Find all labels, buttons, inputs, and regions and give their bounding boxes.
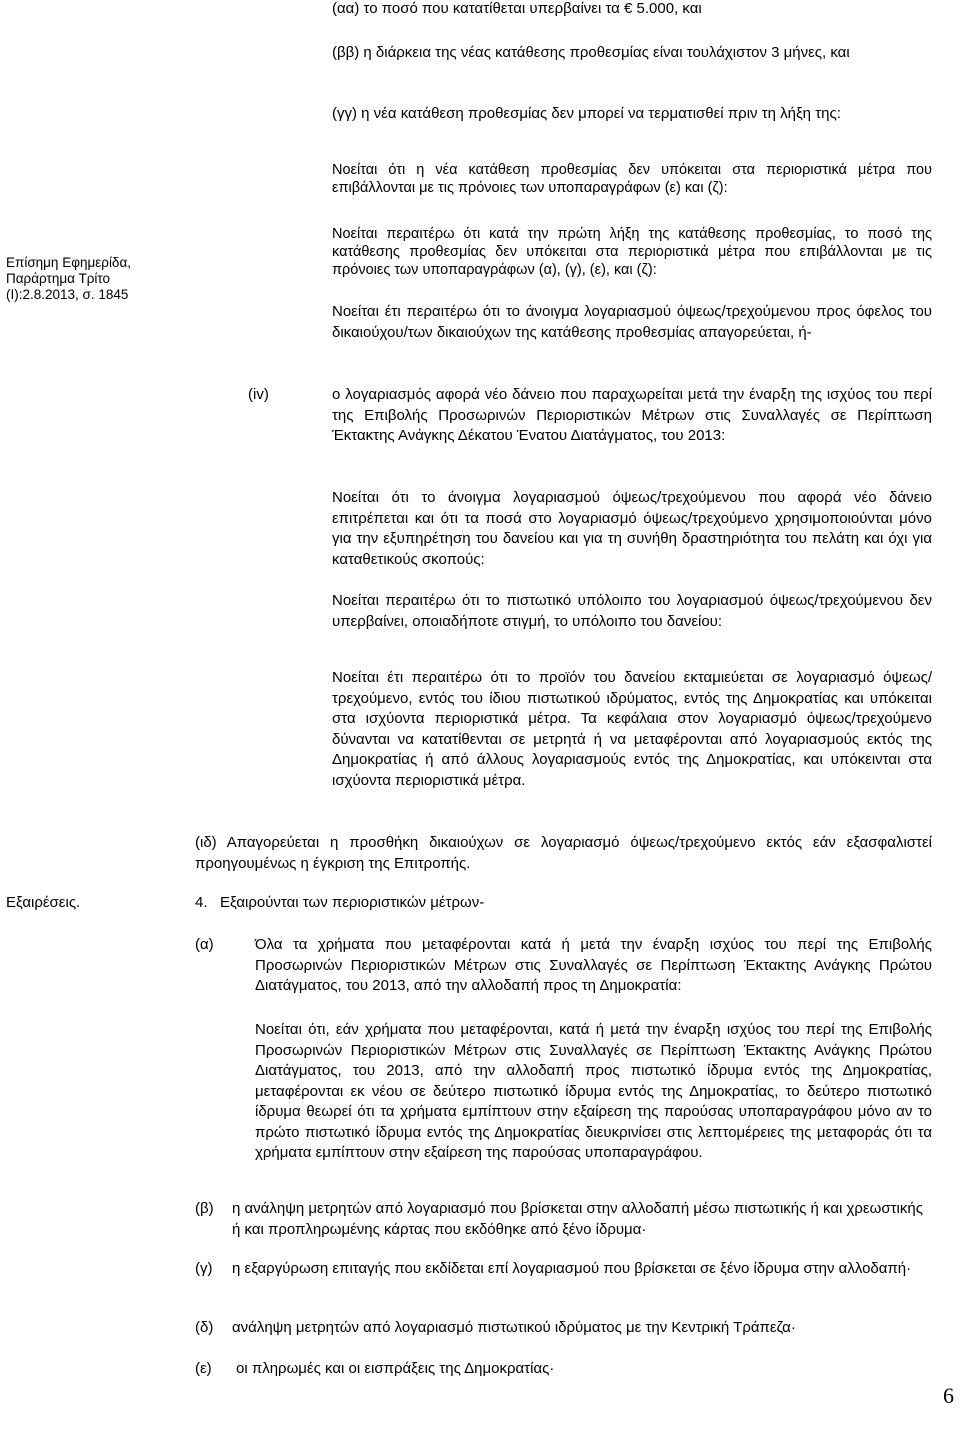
section-4-number: 4. — [195, 894, 208, 911]
item-a-proviso: Νοείται ότι, εάν χρήματα που μεταφέρονται, κατά ή μετά την έναρξη ισχύος του περί της Επιβολής Προσωρινών Περιοριστικών Μέτρων στις Συναλλαγές σε Περίπτωση Έκτακτης Ανάγκης Πρώτου Διατάγματος, του 2013, από την αλλοδαπή προς πιστωτικό ίδρυμα εντός της Δημοκρατίας, μεταφέρονται εκ νέου σε δεύτερο πιστωτικό ίδρυμα εντός της Δημοκρατίας, το δεύτερο πιστωτικό ίδρυμα θεωρεί ότι τα χρήματα εμπίπτουν στην εξαίρεση της παρούσας υποπαραγράφου μόνο αν το πρώτο πιστωτικό ίδρυμα εντός της Δημοκρατίας διευκρινίσει στις λεπτομέρειες της μεταφοράς ότι τα χρήματα εμπίπτουν στην εξαίρεση της παρούσας υποπαραγράφου. — [255, 1021, 932, 1161]
item-a-text: Όλα τα χρήματα που μεταφέρονται κατά ή μετά την έναρξη ισχύος του περί της Επιβολής Προσωρινών Περιοριστικών Μέτρων στις Συναλλαγές σε Περίπτωση Έκτακτης Ανάγκης Πρώτου Διατάγματος, του 2013, από την αλλοδαπή προς τη Δημοκρατία: — [255, 936, 932, 994]
item-b-label: (β) — [195, 1200, 214, 1217]
margin-heading-exceptions: Εξαιρέσεις. — [6, 894, 81, 911]
clause-bb: (ββ) η διάρκεια της νέας κατάθεσης προθεσμίας είναι τουλάχιστον 3 μήνες, και — [332, 44, 850, 61]
item-a-label: (α) — [195, 936, 214, 953]
item-e-text: οι πληρωμές και οι εισπράξεις της Δημοκρατίας· — [236, 1360, 555, 1377]
clause-gg: (γγ) η νέα κατάθεση προθεσμίας δεν μπορεί να τερματισθεί πριν τη λήξη της: — [332, 105, 841, 122]
gazette-reference: Επίσημη Εφημερίδα, Παράρτημα Τρίτο (Ι):2.8.2013, σ. 1845 — [6, 255, 132, 302]
item-b-text: η ανάληψη μετρητών από λογαριασμό που βρίσκεται στην αλλοδαπή μέσω πιστωτικής ή και χρεωστικής ή και προπληρωμένης κάρτας που εκδόθηκε από ξένο ίδρυμα· — [232, 1200, 923, 1238]
item-iv-label: (iv) — [248, 386, 269, 403]
proviso-2: Νοείται περαιτέρω ότι κατά την πρώτη λήξη της κατάθεσης προθεσμίας, το ποσό της κατάθεσης προθεσμίας δεν υπόκειται στα περιοριστικά μέτρα που επιβάλλονται με τις πρόνοιες των υποπαραγράφων (α), (γ), (ε), και (ζ): — [332, 226, 932, 278]
item-g-label: (γ) — [195, 1260, 213, 1277]
item-iv-text: ο λογαριασμός αφορά νέο δάνειο που παραχωρείται μετά την έναρξη της ισχύος του περί της Επιβολής Προσωρινών Περιοριστικών Μέτρων στις Συναλλαγές σε Περίπτωση Έκτακτης Ανάγκης Δέκατου Ένατου Διατάγματος, του 2013: — [332, 386, 932, 444]
proviso-6: Νοείται έτι περαιτέρω ότι το προϊόν του δανείου εκταμιεύεται σε λογαριασμό όψεως/τρεχούμενο, εντός του ίδιου πιστωτικού ιδρύματος, εντός της Δημοκρατίας και υπόκειται στα ισχύοντα περιοριστικά μέτρα. Τα κεφάλαια στον λογαριασμό όψεως/τρεχούμενο δύνανται να κατατίθενται σε μετρητά ή να μεταφέρονται από λογαριασμούς εκτός της Δημοκρατίας ή από άλλους λογαριασμούς εντός της Δημοκρατίας, και υπόκεινται στα ισχύοντα περιοριστικά μέτρα. — [332, 669, 932, 789]
proviso-4: Νοείται ότι το άνοιγμα λογαριασμού όψεως/τρεχούμενου που αφορά νέο δάνειο επιτρέπεται και ότι τα ποσά στο λογαριασμό όψεως/τρεχούμενο χρησιμοποιούνται μόνο για την εξυπηρέτηση του δανείου και για τη συνήθη δραστηριότητα του πελάτη και όχι για καταθετικούς σκοπούς: — [332, 489, 932, 568]
item-g-text: η εξαργύρωση επιταγής που εκδίδεται επί λογαριασμού που βρίσκεται σε ξένο ίδρυμα στην αλλοδαπή· — [232, 1260, 912, 1277]
page-number: 6 — [943, 1383, 954, 1408]
section-4-text: Εξαιρούνται των περιοριστικών μέτρων- — [220, 894, 485, 911]
item-d-text: ανάληψη μετρητών από λογαριασμό πιστωτικού ιδρύματος με την Κεντρική Τράπεζα· — [232, 1319, 796, 1336]
proviso-5: Νοείται περαιτέρω ότι το πιστωτικό υπόλοιπο του λογαριασμού όψεως/τρεχούμενου δεν υπερβαίνει, οποιαδήποτε στιγμή, το υπόλοιπο του δανείου: — [332, 592, 932, 630]
item-d-label: (δ) — [195, 1319, 214, 1336]
clause-aa: (αα) το ποσό που κατατίθεται υπερβαίνει τα € 5.000, και — [332, 0, 702, 17]
item-e-label: (ε) — [195, 1360, 212, 1377]
proviso-1: Νοείται ότι η νέα κατάθεση προθεσμίας δεν υπόκειται στα περιοριστικά μέτρα που επιβάλλονται με τις πρόνοιες των υποπαραγράφων (ε) και (ζ): — [332, 162, 932, 196]
proviso-3: Νοείται έτι περαιτέρω ότι το άνοιγμα λογαριασμού όψεως/τρεχούμενου προς όφελος του δικαιούχου/των δικαιούχων της κατάθεσης προθεσμίας απαγορεύεται, ή- — [332, 303, 932, 341]
clause-id: (ιδ) Απαγορεύεται η προσθήκη δικαιούχων σε λογαριασμό όψεως/τρεχούμενο εκτός εάν εξασφαλιστεί προηγουμένως η έγκριση της Επιτροπής. — [195, 834, 932, 872]
